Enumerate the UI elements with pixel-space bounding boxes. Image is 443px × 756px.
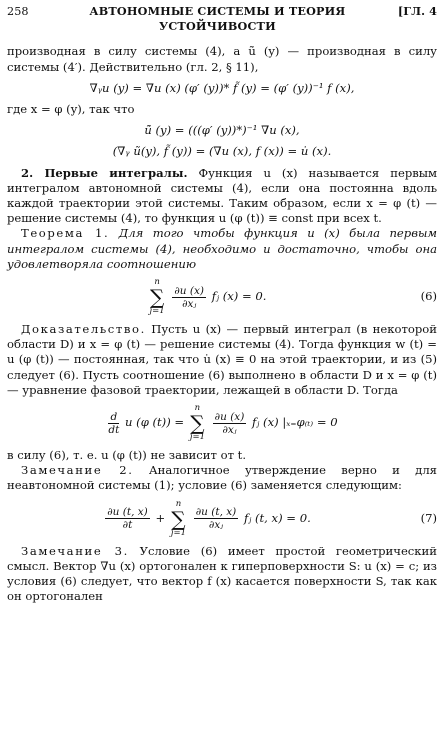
sum-symbol: n ∑ j=1 [149,277,165,317]
equation-7: $\frac{\partial u (t, x)}{\partial t}$ + n ∑ j=1 $\frac{\partial u (t, x)}{\text{∂xⱼ}}$ fⱼ (t, x) = 0. (7) [107,498,437,538]
paragraph-where: где x = φ (y), так что [7,102,135,117]
theorem-text: Для того чтобы функция u (x) была первым интегралом системы (4), необходимо и достаточно, чтобы она удовлетворяла соотношению [7,226,437,271]
theorem-label: Теорема 1. [21,226,110,241]
equation-derivative-along: $\frac{d}{dt}$ u (φ (t)) = n ∑ j=1 $\frac{\partial u (x)}{\text{∂xⱼ}}$ fⱼ (x) |ₓ₌φ₍ₜ₎ = 0 [108,403,338,443]
equation-gradient-transform: ∇ᵧu (y) = ∇u (x) (φ′ (y))* f̃ (y) = (φ′ (y))⁻¹ f (x), [89,80,355,95]
theorem-1 [7,226,437,272]
book-page [7,4,437,604]
proof-label: Доказательство. [21,322,146,337]
equation-u-tilde-dot: ũ̇ (y) = (((φ′ (y))*)⁻¹ ∇u (x), [144,123,300,138]
proof-text: Пусть u (x) — первый интеграл (в некоторой области D) и x = φ (t) — решение системы (4). Тогда функция w (t) = u (φ (t)) — постоянная, так что u̇ (x) ≡ 0 на этой траектории, и из (5) следует (6). Пусть соотношение (6) выполнено в области D и x = φ (t) — уравнение фазовой траектории, лежащей в области D. Тогда [7,322,437,397]
d-dt-fraction: $\frac{d}{dt}$ [108,410,120,436]
remark-3 [7,544,437,605]
sum-symbol: n ∑ j=1 [170,498,187,538]
proof [7,322,437,398]
partial-t-fraction: $\frac{\partial u (t, x)}{\partial t}$ [107,506,148,532]
section-first-integrals [7,166,437,227]
remark-text: Аналогичное утверждение верно и для неавтономной системы (1); условие (6) заменяется следующим: [7,463,437,493]
page-number: 258 [7,5,29,18]
running-title: АВТОНОМНЫЕ СИСТЕМЫ И ТЕОРИЯ УСТОЙЧИВОСТИ [89,4,346,34]
section-title: 2. Первые интегралы. [21,165,188,180]
equation-6: n ∑ j=1 $\frac{\partial u (x)}{\text{∂xⱼ}}$ fⱼ (x) = 0. (6) [149,277,437,317]
equation-number: (7) [420,511,437,526]
paragraph-conclusion: в силу (6), т. е. u (φ (t)) не зависит от t. [7,448,247,463]
remark-label: Замечание 2. [21,463,134,478]
sum-symbol: n ∑ j=1 [189,403,205,443]
partial-fraction: $\frac{\partial u (x)}{\text{∂xⱼ}}$ [214,410,245,436]
remark-label: Замечание 3. [21,543,129,558]
equation-number: (6) [420,289,437,304]
partial-fraction: $\frac{\partial u (t, x)}{\text{∂xⱼ}}$ [195,506,237,532]
remark-text: Условие (6) имеет простой геометрический смысл. Вектор ∇u (x) ортогонален к гиперповерхности S: u (x) = c; из условия (6) следует, что вектор f (x) касается поверхности S, так как он ортогонален [7,543,438,604]
remark-2 [7,463,437,493]
running-header [7,4,437,34]
section-text: Функция u (x) называется первым интегралом автономной системы (4), если она постоянна вдоль каждой траектории этой системы. Таким образом, если x = φ (t) — решение системы (4), то функция u (φ (t)) ≡ const при всех t. [7,165,438,226]
partial-fraction: $\frac{\partial u (x)}{\text{∂xⱼ}}$ [174,284,205,310]
equation-inner-product: (∇ᵧ ũ(y), f̃ (y)) = (∇u (x), f (x)) = u̇ (x). [112,144,332,159]
paragraph-derivative: производная в силу системы (4), а ũ̇ (y) — производная в силу системы (4′). Действительно (гл. 2, § 11), [7,44,437,74]
chapter-marker: [ГЛ. 4 [397,4,437,18]
